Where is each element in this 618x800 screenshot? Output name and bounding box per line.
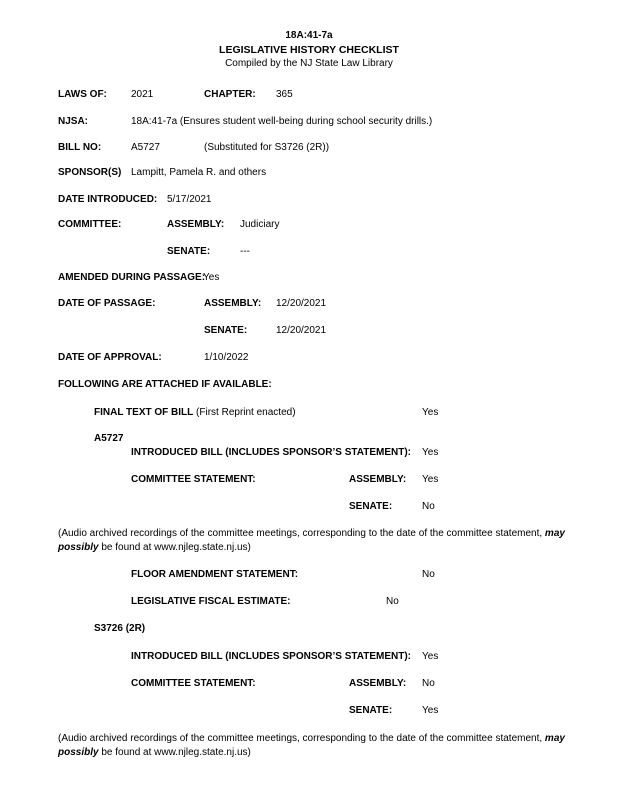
final-text-value: Yes — [422, 407, 439, 418]
passage-senate-value: 12/20/2021 — [276, 325, 327, 336]
chapter-value: 365 — [276, 89, 293, 100]
audio-note-part2: be found at www.njleg.state.nj.us) — [98, 542, 251, 553]
audio-note-2 — [58, 732, 598, 760]
a5727-committee-label: COMMITTEE STATEMENT: — [131, 474, 256, 485]
a5727-introduced-label: INTRODUCED BILL (INCLUDES SPONSOR’S STATEMENT): — [131, 447, 411, 458]
bill-substituted: (Substituted for S3726 (2R)) — [204, 142, 330, 153]
a5727-assembly-value: Yes — [422, 474, 439, 485]
final-text-row — [94, 407, 296, 418]
passage-assembly-value: 12/20/2021 — [276, 298, 327, 309]
a5727-heading: A5727 — [94, 433, 124, 444]
a5727-assembly-label: ASSEMBLY: — [349, 474, 407, 485]
amended-label: AMENDED DURING PASSAGE: — [58, 272, 206, 283]
date-introduced-value: 5/17/2021 — [167, 194, 212, 205]
passage-assembly-label: ASSEMBLY: — [204, 298, 262, 309]
approval-value: 1/10/2022 — [204, 352, 249, 363]
fiscal-estimate-value: No — [386, 596, 399, 607]
sponsors-value: Lampitt, Pamela R. and others — [131, 167, 267, 178]
committee-label: COMMITTEE: — [58, 219, 122, 230]
committee-senate-value: --- — [240, 246, 250, 257]
njsa-label: NJSA: — [58, 116, 89, 127]
passage-label: DATE OF PASSAGE: — [58, 298, 156, 309]
floor-amendment-label: FLOOR AMENDMENT STATEMENT: — [131, 569, 299, 580]
s3726-introduced-label: INTRODUCED BILL (INCLUDES SPONSOR’S STATEMENT): — [131, 651, 411, 662]
a5727-senate-label: SENATE: — [349, 501, 393, 512]
document-title: LEGISLATIVE HISTORY CHECKLIST — [219, 44, 399, 56]
amended-value: Yes — [203, 272, 220, 283]
laws-of-label: LAWS OF: — [58, 89, 107, 100]
committee-assembly-value: Judiciary — [240, 219, 280, 230]
approval-label: DATE OF APPROVAL: — [58, 352, 162, 363]
sponsors-label: SPONSOR(S) — [58, 167, 122, 178]
njsa-value: 18A:41-7a (Ensures student well-being during school security drills.) — [131, 116, 433, 127]
statute-code: 18A:41-7a — [285, 30, 333, 41]
floor-amendment-value: No — [422, 569, 435, 580]
a5727-introduced-value: Yes — [422, 447, 439, 458]
s3726-introduced-value: Yes — [422, 651, 439, 662]
a5727-senate-value: No — [422, 501, 435, 512]
final-text-note: (First Reprint enacted) — [196, 407, 296, 418]
attached-heading: FOLLOWING ARE ATTACHED IF AVAILABLE: — [58, 379, 272, 390]
s3726-senate-value: Yes — [422, 705, 439, 716]
s3726-assembly-label: ASSEMBLY: — [349, 678, 407, 689]
bill-no-value: A5727 — [131, 142, 160, 153]
document-subtitle: Compiled by the NJ State Law Library — [225, 58, 393, 69]
audio-note-emphasis: may possibly — [58, 528, 565, 553]
s3726-committee-label: COMMITTEE STATEMENT: — [131, 678, 256, 689]
s3726-senate-label: SENATE: — [349, 705, 393, 716]
s3726-heading: S3726 (2R) — [94, 623, 146, 634]
committee-assembly-label: ASSEMBLY: — [167, 219, 225, 230]
audio-note — [58, 527, 598, 555]
chapter-label: CHAPTER: — [204, 89, 256, 100]
laws-of-value: 2021 — [131, 89, 154, 100]
audio-note-part1: (Audio archived recordings of the committee meetings, corresponding to the date of the committee statement, — [58, 528, 545, 539]
s3726-assembly-value: No — [422, 678, 435, 689]
audio-note-2-emphasis: may possibly — [58, 733, 565, 758]
date-introduced-label: DATE INTRODUCED: — [58, 194, 158, 205]
passage-senate-label: SENATE: — [204, 325, 248, 336]
bill-no-label: BILL NO: — [58, 142, 102, 153]
final-text-label: FINAL TEXT OF BILL — [94, 407, 194, 418]
audio-note-2-part2: be found at www.njleg.state.nj.us) — [98, 747, 251, 758]
fiscal-estimate-label: LEGISLATIVE FISCAL ESTIMATE: — [131, 596, 291, 607]
committee-senate-label: SENATE: — [167, 246, 211, 257]
audio-note-2-part1: (Audio archived recordings of the committee meetings, corresponding to the date of the committee statement, — [58, 733, 545, 744]
